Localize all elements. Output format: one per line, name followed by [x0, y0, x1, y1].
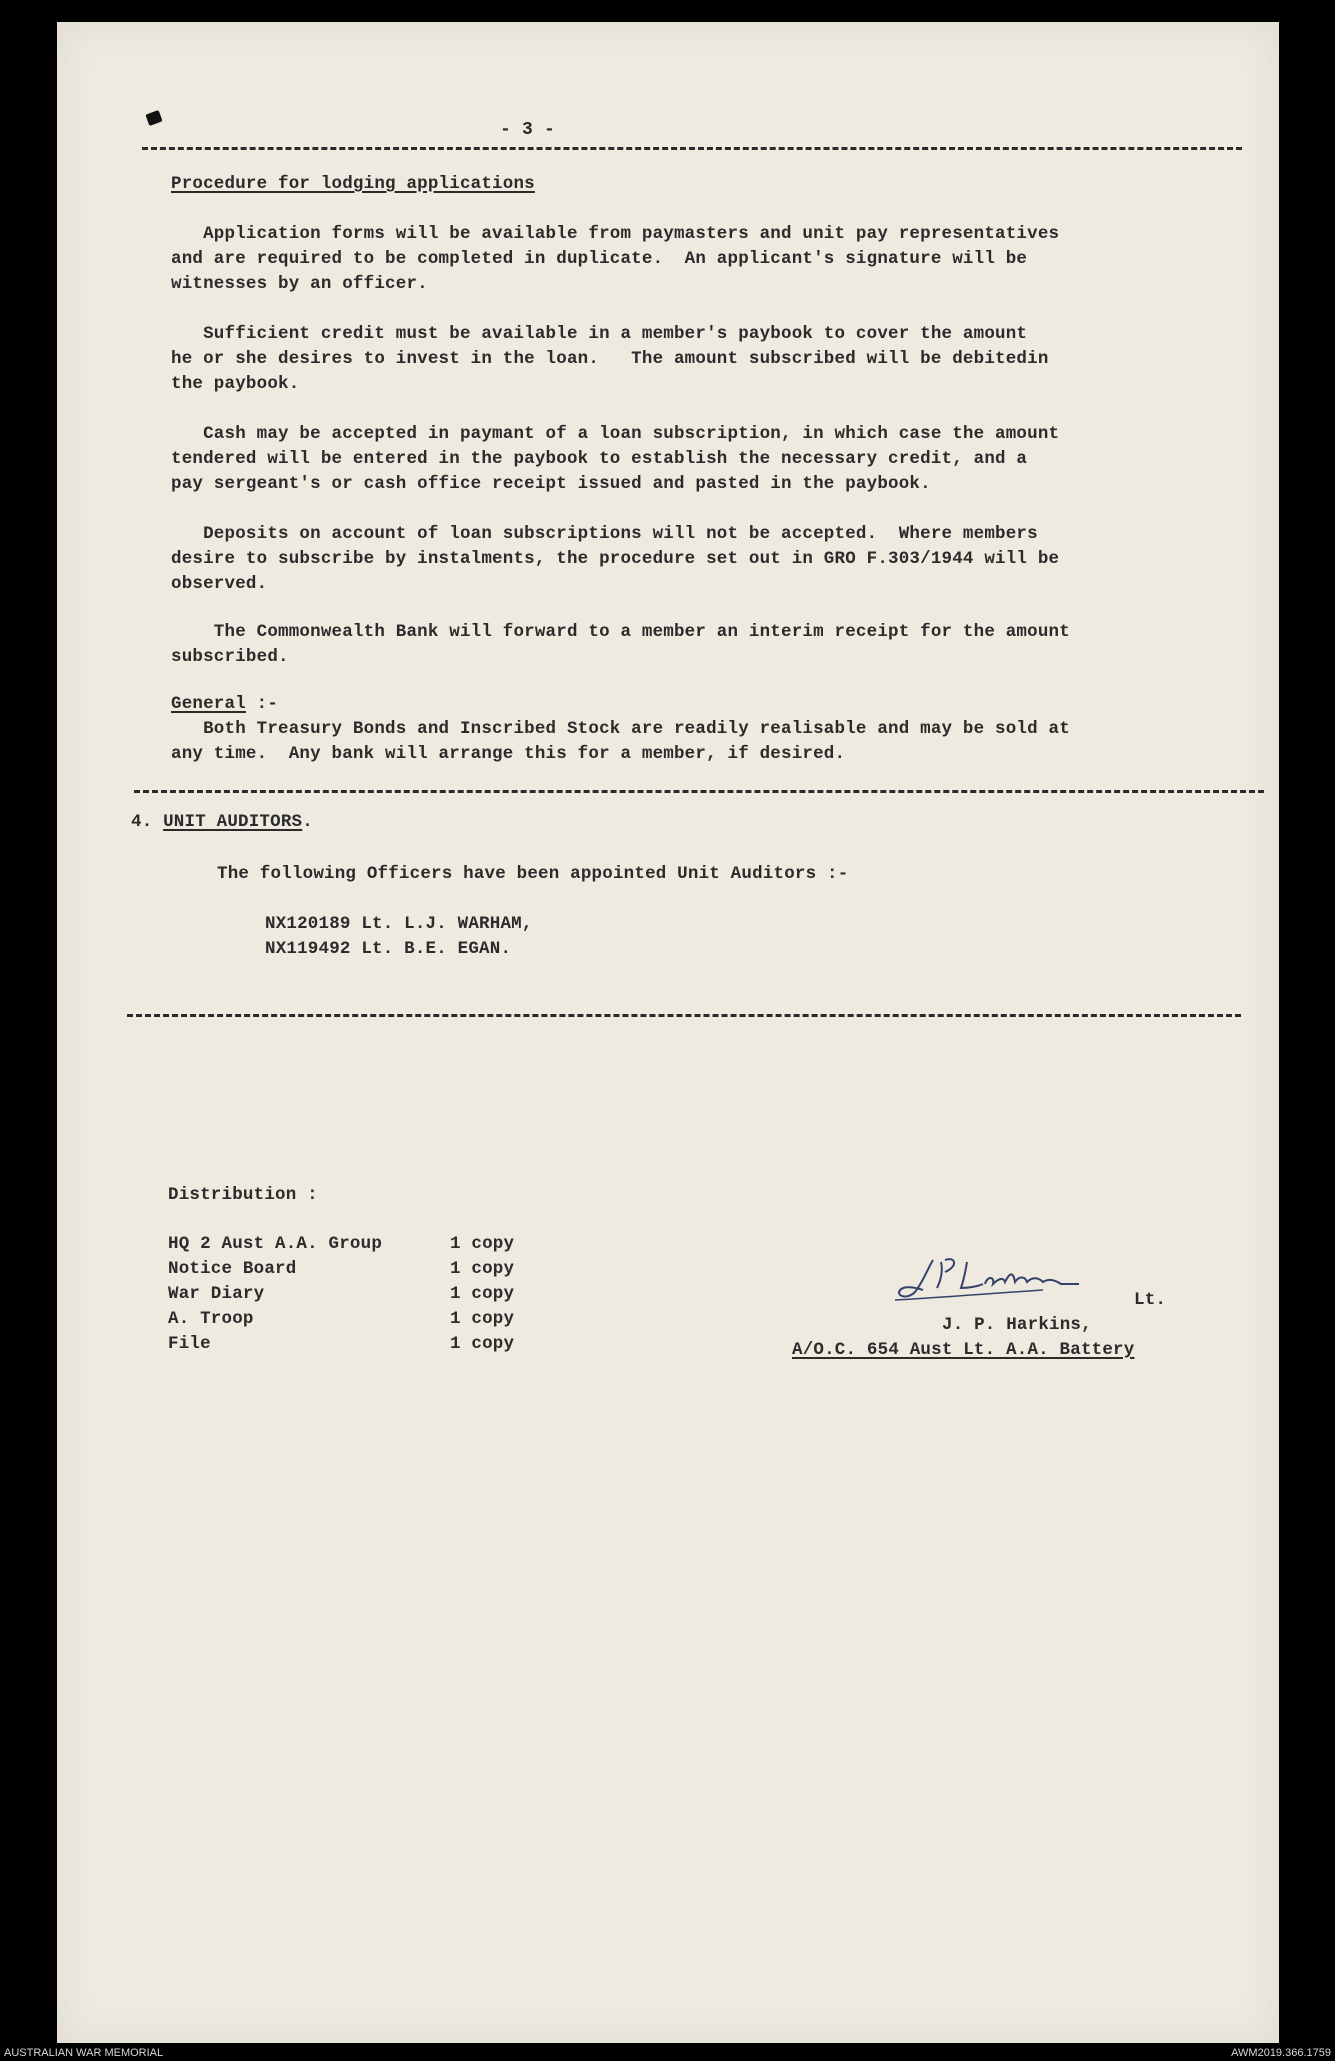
procedure-para5-line2: subscribed. — [171, 647, 289, 667]
footer-institution: AUSTRALIAN WAR MEMORIAL — [4, 2047, 164, 2059]
procedure-para3-line3: pay sergeant's or cash office receipt issued and pasted in the paybook. — [171, 474, 931, 494]
auditor-officer-1: NX120189 Lt. L.J. WARHAM, — [265, 914, 533, 934]
general-line2: any time. Any bank will arrange this for a member, if desired. — [171, 744, 846, 764]
procedure-para3-line1: Cash may be accepted in paymant of a loan subscription, in which case the amount — [171, 424, 1060, 444]
distribution-recipient: HQ 2 Aust A.A. Group — [168, 1234, 383, 1254]
general-line1: Both Treasury Bonds and Inscribed Stock are readily realisable and may be sold at — [171, 719, 1070, 739]
signatory-title: A/O.C. 654 Aust Lt. A.A. Battery — [792, 1340, 1135, 1360]
general-heading: General — [171, 694, 246, 714]
procedure-para3-line2: tendered will be entered in the paybook to establish the necessary credit, and a — [171, 449, 1028, 469]
footer-accession-number: AWM2019.366.1759 — [1231, 2047, 1331, 2059]
distribution-recipient: File — [168, 1334, 211, 1354]
procedure-para2-line2: he or she desires to invest in the loan. The amount subscribed will be debitedin — [171, 349, 1049, 369]
procedure-para1-line3: witnesses by an officer. — [171, 274, 428, 294]
procedure-heading: Procedure for lodging applications — [171, 174, 535, 194]
unit-auditors-heading-line — [131, 810, 313, 835]
distribution-copies: 1 copy — [450, 1234, 515, 1254]
general-heading-line — [171, 692, 278, 717]
handwritten-signature — [893, 1248, 1093, 1308]
procedure-para1-line2: and are required to be completed in duplicate. An applicant's signature will be — [171, 249, 1028, 269]
procedure-para1-line1: Application forms will be available from paymasters and unit pay representatives — [171, 224, 1060, 244]
unit-auditors-intro: The following Officers have been appointed Unit Auditors :- — [217, 864, 849, 884]
distribution-copies: 1 copy — [450, 1284, 515, 1304]
procedure-para4-line3: observed. — [171, 574, 268, 594]
section-number: 4. — [131, 812, 153, 832]
distribution-copies: 1 copy — [450, 1259, 515, 1279]
distribution-recipient: War Diary — [168, 1284, 265, 1304]
section-rule-2 — [127, 1014, 1241, 1017]
signature-rank: Lt. — [1134, 1290, 1167, 1310]
distribution-recipient: Notice Board — [168, 1259, 297, 1279]
unit-auditors-heading: UNIT AUDITORS — [163, 812, 303, 832]
procedure-para5-line1: The Commonwealth Bank will forward to a member an interim receipt for the amount — [171, 622, 1070, 642]
procedure-para2-line3: the paybook. — [171, 374, 300, 394]
unit-auditors-heading-suffix: . — [302, 812, 313, 832]
distribution-copies: 1 copy — [450, 1334, 515, 1354]
page-number: - 3 - — [500, 120, 556, 140]
top-rule — [142, 147, 1242, 150]
section-rule-1 — [134, 790, 1264, 793]
auditor-officer-2: NX119492 Lt. B.E. EGAN. — [265, 939, 512, 959]
signatory-name: J. P. Harkins, — [942, 1315, 1092, 1335]
distribution-recipient: A. Troop — [168, 1309, 254, 1329]
general-heading-suffix: :- — [245, 694, 279, 714]
procedure-para4-line1: Deposits on account of loan subscriptions will not be accepted. Where members — [171, 524, 1038, 544]
distribution-heading: Distribution : — [168, 1185, 318, 1205]
procedure-para2-line1: Sufficient credit must be available in a member's paybook to cover the amount — [171, 324, 1028, 344]
procedure-para4-line2: desire to subscribe by instalments, the procedure set out in GRO F.303/1944 will be — [171, 549, 1060, 569]
distribution-copies: 1 copy — [450, 1309, 515, 1329]
